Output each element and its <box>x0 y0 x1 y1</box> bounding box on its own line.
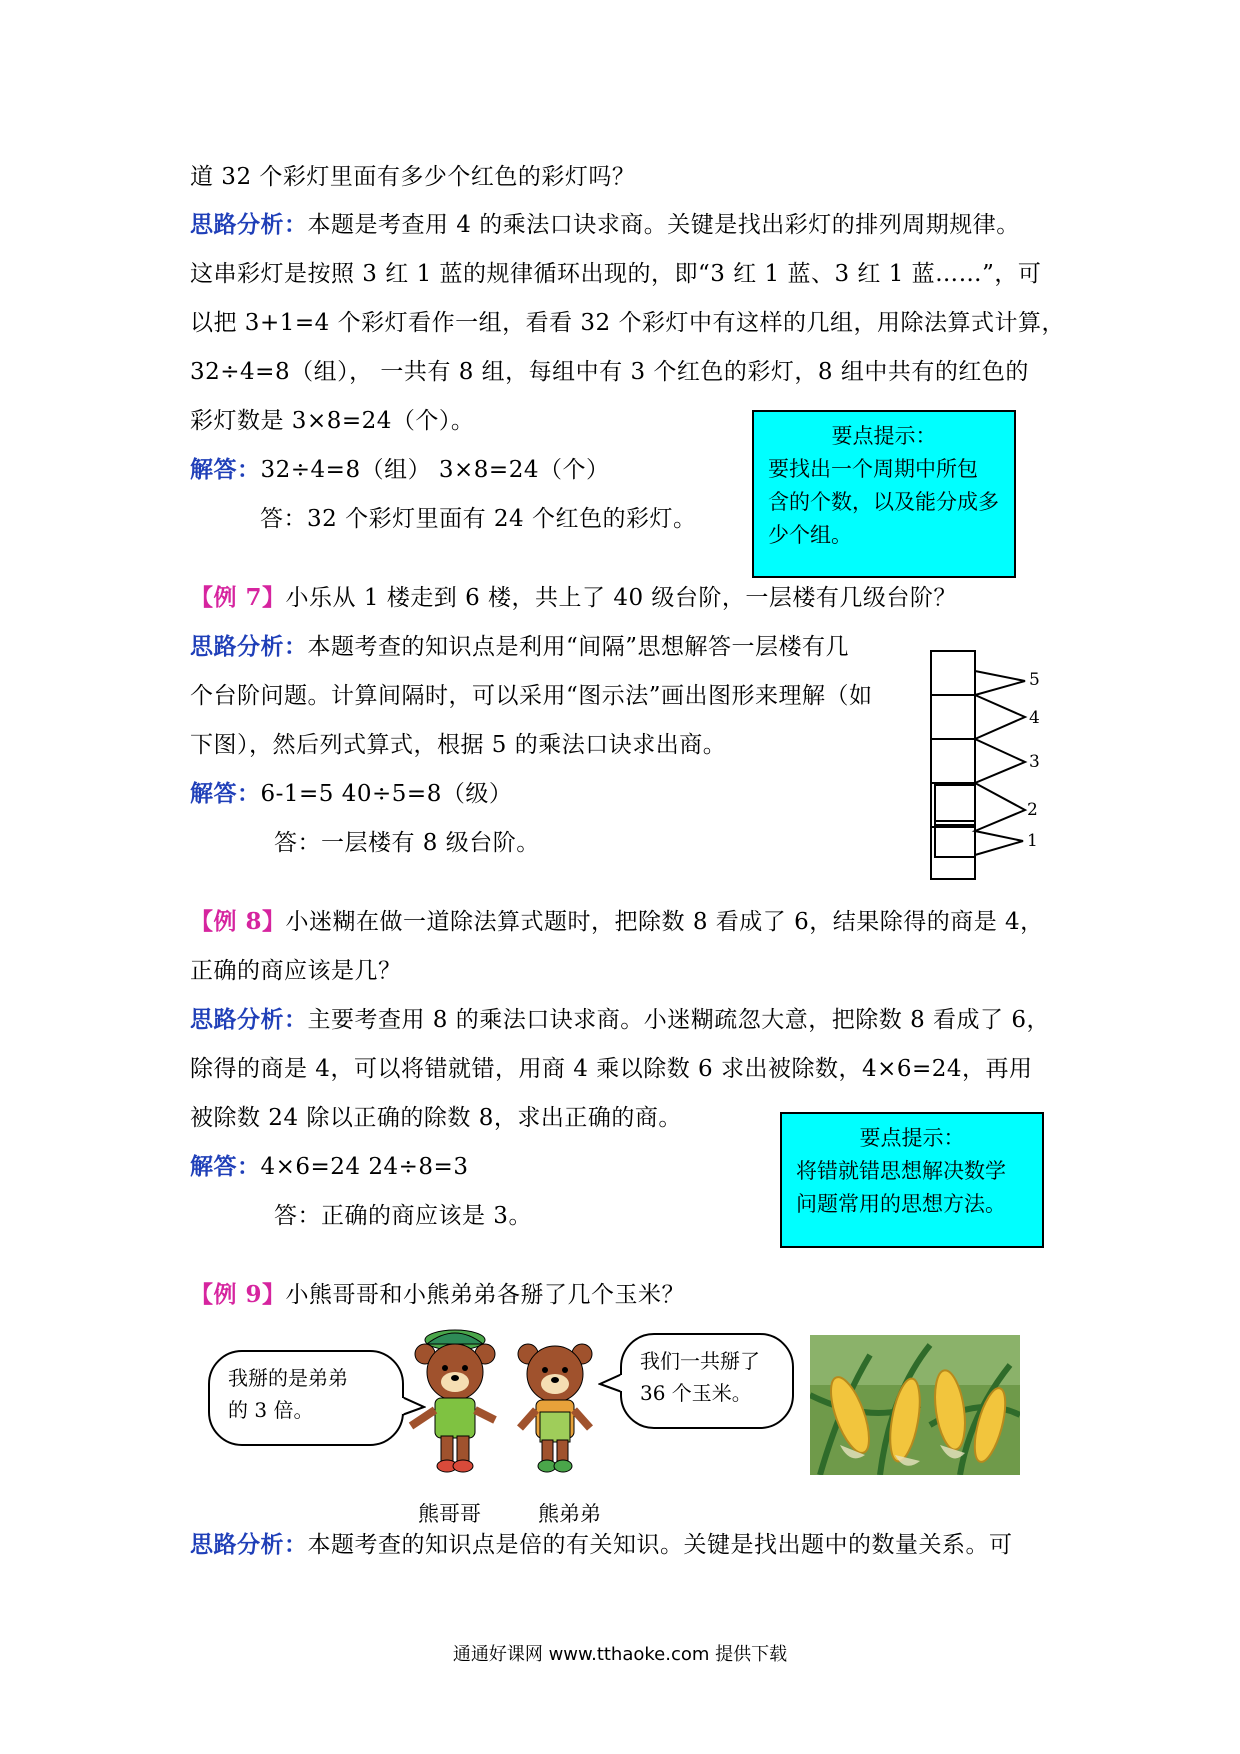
line-text: 除得的商是 4，可以将错就错，用商 4 乘以除数 6 求出被除数，4×6=24，再用 <box>190 1056 1033 1082</box>
stair-label-5: 5 <box>1029 670 1040 690</box>
line-text: 本题考查的知识点是利用“间隔”思想解答一层楼有几 <box>307 634 850 660</box>
text-line <box>190 681 873 711</box>
example-label: 【例 7】 <box>190 584 286 611</box>
tip-line: 将错就错思想解决数学 <box>796 1159 1006 1183</box>
section-label: 解答： <box>190 780 261 807</box>
text-line <box>190 308 1065 338</box>
stair-label-3: 3 <box>1029 752 1040 772</box>
line-text: 小迷糊在做一道除法算式题时，把除数 8 看成了 6，结果除得的商是 4， <box>285 909 1044 935</box>
page-footer: 通通好课网 www.tthaoke.com 提供下载 <box>452 1644 788 1665</box>
section-label: 解答： <box>190 1153 261 1180</box>
bubble-line: 36 个玉米。 <box>640 1381 752 1405</box>
speech-bubble-big-bear <box>208 1350 404 1446</box>
line-text: 被除数 24 除以正确的除数 8，求出正确的商。 <box>190 1105 682 1131</box>
line-text: 小熊哥哥和小熊弟弟各掰了几个玉米？ <box>285 1282 686 1308</box>
bubble-tail-right <box>598 1372 622 1396</box>
line-text: 32÷4=8（组） 3×8=24（个） <box>260 457 610 483</box>
tip-line: 含的个数，以及能分成多 <box>768 490 999 514</box>
line-text: 本题是考查用 4 的乘法口诀求商。关键是找出彩灯的排列周期规律。 <box>307 212 1020 238</box>
text-line <box>190 583 957 613</box>
text-line <box>190 779 512 809</box>
line-text: 答：一层楼有 8 级台阶。 <box>274 830 540 856</box>
tip-title: 要点提示： <box>859 1126 965 1150</box>
text-line <box>190 956 402 986</box>
text-line <box>190 406 474 436</box>
text-line <box>190 1280 685 1310</box>
tip-line: 少个组。 <box>768 523 852 547</box>
text-line <box>260 504 696 534</box>
text-line <box>274 828 540 858</box>
stair-label-2: 2 <box>1027 800 1038 820</box>
text-line <box>190 1152 468 1182</box>
small-bear-illustration <box>510 1340 600 1480</box>
text-line <box>190 907 1044 937</box>
example-label: 【例 8】 <box>190 908 286 935</box>
line-text: 正确的商应该是几？ <box>190 958 402 984</box>
corn-photo <box>810 1335 1020 1475</box>
speech-bubble-small-bear <box>620 1333 794 1429</box>
text-line <box>274 1201 532 1231</box>
section-label: 解答： <box>190 456 261 483</box>
line-text: 32÷4=8（组）， 一共有 8 组，每组中有 3 个红色的彩灯，8 组中共有的红色的 <box>190 359 1029 385</box>
text-line <box>190 632 849 662</box>
stair-label-1: 1 <box>1027 831 1038 851</box>
text-line <box>190 1054 1033 1084</box>
line-text: 主要考查用 8 的乘法口诀求商。小迷糊疏忽大意，把除数 8 看成了 6， <box>307 1007 1050 1033</box>
text-line <box>190 1530 1013 1560</box>
text-line <box>190 1103 682 1133</box>
section-label: 思路分析： <box>190 1531 308 1558</box>
line-text: 4×6=24 24÷8=3 <box>260 1154 469 1180</box>
tip-box-1 <box>752 410 1016 578</box>
line-text: 道 32 个彩灯里面有多少个红色的彩灯吗？ <box>190 164 636 190</box>
line-text: 这串彩灯是按照 3 红 1 蓝的规律循环出现的，即“3 红 1 蓝、3 红 1 蓝……”，可 <box>190 261 1042 287</box>
text-line <box>190 1005 1050 1035</box>
section-label: 思路分析： <box>190 633 308 660</box>
tip-line: 问题常用的思想方法。 <box>796 1192 1006 1216</box>
bubble-line: 我掰的是弟弟 <box>228 1366 348 1390</box>
tip-box-2 <box>780 1112 1044 1248</box>
section-label: 思路分析： <box>190 211 308 238</box>
stair-label-4: 4 <box>1029 708 1040 728</box>
bubble-line: 我们一共掰了 <box>640 1349 760 1373</box>
text-line <box>190 210 1020 240</box>
big-bear-caption: 熊哥哥 <box>418 1502 481 1526</box>
line-text: 答：正确的商应该是 3。 <box>274 1203 532 1229</box>
line-text: 个台阶问题。计算间隔时，可以采用“图示法”画出图形来理解（如 <box>190 683 873 709</box>
text-line <box>190 162 635 192</box>
line-text: 答：32 个彩灯里面有 24 个红色的彩灯。 <box>260 506 697 532</box>
stairs-diagram <box>925 645 1055 885</box>
line-text: 小乐从 1 楼走到 6 楼，共上了 40 级台阶，一层楼有几级台阶？ <box>285 585 957 611</box>
text-line <box>190 259 1041 289</box>
text-line <box>190 455 609 485</box>
text-line <box>190 730 726 760</box>
tip-line: 要找出一个周期中所包 <box>768 457 978 481</box>
line-text: 下图），然后列式算式，根据 5 的乘法口诀求出商。 <box>190 732 727 758</box>
line-text: 彩灯数是 3×8=24（个）。 <box>190 408 475 434</box>
tip-title: 要点提示： <box>831 424 937 448</box>
big-bear-illustration <box>405 1328 505 1478</box>
small-bear-caption: 熊弟弟 <box>538 1502 601 1526</box>
line-text: 本题考查的知识点是倍的有关知识。关键是找出题中的数量关系。可 <box>307 1532 1013 1558</box>
example-label: 【例 9】 <box>190 1281 286 1308</box>
bubble-line: 的 3 倍。 <box>228 1398 314 1422</box>
section-label: 思路分析： <box>190 1006 308 1033</box>
text-line <box>190 357 1029 387</box>
line-text: 以把 3+1=4 个彩灯看作一组，看看 32 个彩灯中有这样的几组，用除法算式计算， <box>190 310 1065 336</box>
line-text: 6-1=5 40÷5=8（级） <box>260 781 513 807</box>
